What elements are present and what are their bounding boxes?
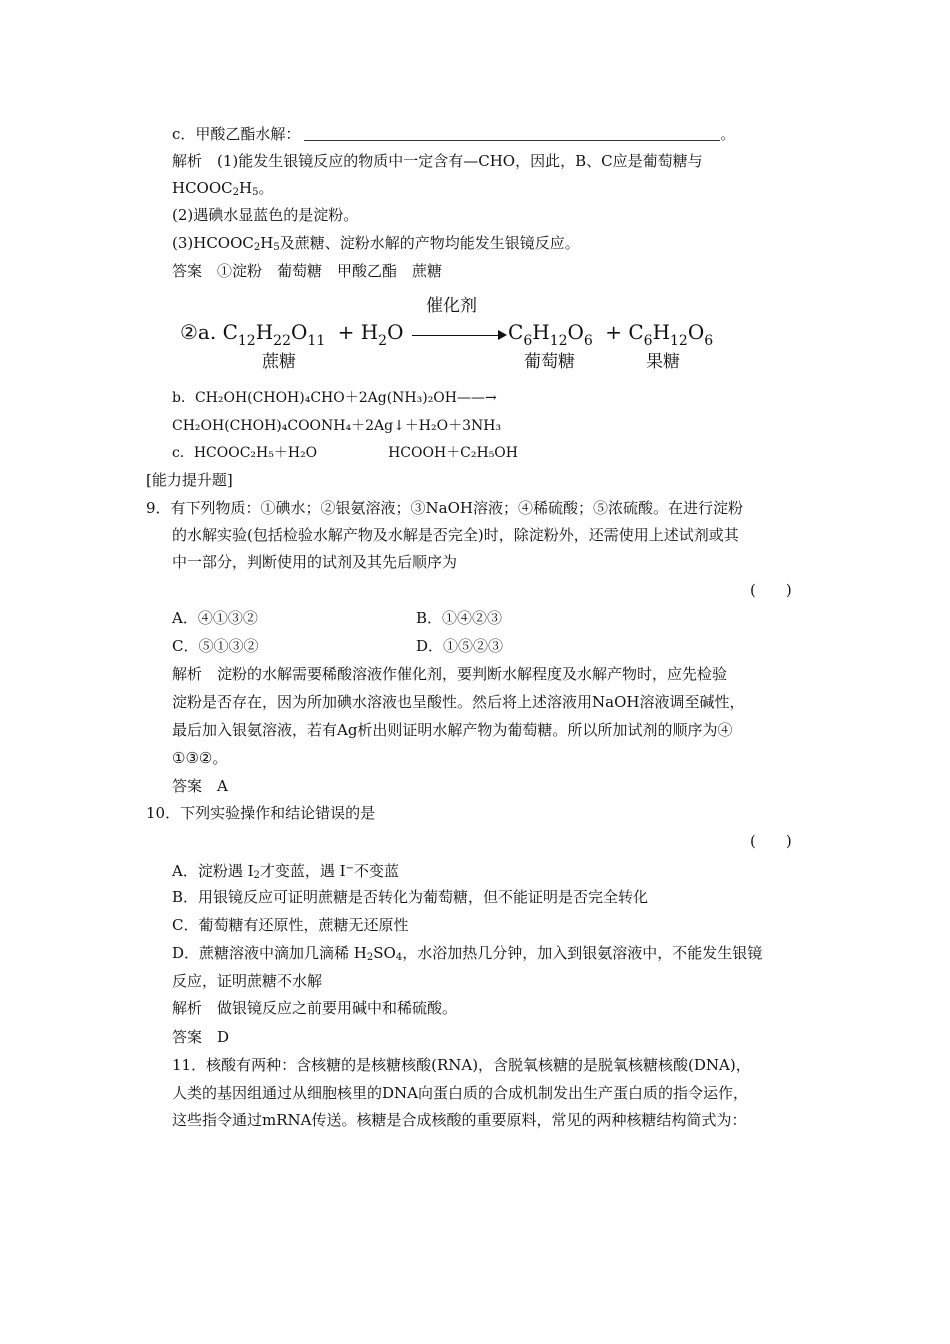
q10-option-c: C．葡萄糖有还原性，蔗糖无还原性 xyxy=(172,916,409,934)
reaction-c-line xyxy=(172,443,518,463)
q9-stem-line-3: 中一部分，判断使用的试剂及其先后顺序为 xyxy=(172,553,458,571)
label-glucose: 葡萄糖 xyxy=(524,352,575,372)
q9-answer: 答案 A xyxy=(172,777,228,795)
q8-answer: 答案 ①淀粉 葡萄糖 甲酸乙酯 蔗糖 xyxy=(172,262,443,280)
equation-right: $C_6H_{12}O_6 + C_6H_{12}O_6$ xyxy=(508,320,714,349)
answer-blank xyxy=(304,126,720,141)
sucrose-hydrolysis-equation xyxy=(172,296,732,380)
q9-stem-line-2: 的水解实验(包括检验水解产物及水解是否完全)时，除淀粉外，还需使用上述试剂或其 xyxy=(172,526,739,544)
q8-analysis-line-3: $(3)HCOOC_2H_5$及蔗糖、淀粉水解的产物均能发生银镜反应。 xyxy=(172,234,580,253)
q8-part-c-label: c．甲酸乙酯水解： xyxy=(172,125,301,143)
q9-option-b: B．①④②③ xyxy=(416,609,503,627)
q11-line-1: 11．核酸有两种：含核糖的是核糖核酸(RNA)，含脱氧核糖的是脱氧核糖核酸(DNA)， xyxy=(172,1056,751,1074)
reaction-c-right: HCOOH＋C₂H₅OH xyxy=(388,445,518,461)
q10-option-b: B．用银镜反应可证明蔗糖是否转化为葡萄糖，但不能证明是否完全转化 xyxy=(172,888,649,906)
reaction-arrowhead xyxy=(498,330,507,340)
section-title: [能力提升题] xyxy=(146,471,233,489)
q9-analysis-line-3: 最后加入银氨溶液，若有Ag析出则证明水解产物为葡萄糖。所以所加试剂的顺序为④ xyxy=(172,721,733,739)
q9-option-c: C．⑤①③② xyxy=(172,637,259,655)
q10-answer: 答案 D xyxy=(172,1028,230,1046)
q10-stem: 10．下列实验操作和结论错误的是 xyxy=(146,804,376,822)
q8-analysis-line-1: 解析 (1)能发生银镜反应的物质中一定含有—CHO，因此，B、C应是葡萄糖与 xyxy=(172,152,703,170)
catalyst-label: 催化剂 xyxy=(426,296,477,316)
q11-line-2: 人类的基因组通过从细胞核里的DNA向蛋白质的合成机制发出生产蛋白质的指令运作， xyxy=(172,1084,748,1102)
q8-part-c-line: c．甲酸乙酯水解： 。 xyxy=(172,125,736,143)
label-sucrose: 蔗糖 xyxy=(262,352,296,372)
q10-option-d-line-1: D．蔗糖溶液中滴加几滴稀 $H_2SO_4$，水浴加热几分钟，加入到银氨溶液中，不能发生银镜 xyxy=(172,944,763,963)
q9-analysis-line-2: 淀粉是否存在，因为所加碘水溶液也呈酸性。然后将上述溶液用NaOH溶液调至碱性， xyxy=(172,693,745,711)
q9-option-a: A．④①③② xyxy=(172,609,258,627)
equation-left: ②a. $C_{12}H_{22}O_{11} + H_2O$ xyxy=(180,320,404,349)
q9-analysis-line-4: ①③②。 xyxy=(172,749,228,767)
q9-option-d: D．①⑤②③ xyxy=(416,637,504,655)
q11-line-3: 这些指令通过mRNA传送。核糖是合成核酸的重要原料，常见的两种核糖结构简式为： xyxy=(172,1111,747,1129)
reaction-arrow xyxy=(412,335,500,336)
reaction-b-line-2: CH₂OH(CHOH)₄COONH₄＋2Ag↓＋H₂O＋3NH₃ xyxy=(172,418,502,434)
q8-analysis-line-2: (2)遇碘水显蓝色的是淀粉。 xyxy=(172,206,359,224)
reaction-c-left: c．HCOOC₂H₅＋H₂O xyxy=(172,445,318,461)
q10-analysis: 解析 做银镜反应之前要用碱中和稀硫酸。 xyxy=(172,999,458,1017)
q9-stem-line-1: 9．有下列物质：①碘水；②银氨溶液；③NaOH溶液；④稀硫酸；⑤浓硫酸。在进行淀粉 xyxy=(146,499,743,517)
q10-option-d-line-2: 反应，证明蔗糖不水解 xyxy=(172,972,323,990)
label-fructose: 果糖 xyxy=(646,352,680,372)
q9-answer-paren: ( ) xyxy=(750,581,792,599)
q10-option-a: A．淀粉遇 $I_2$才变蓝，遇 I−不变蓝 xyxy=(172,862,400,881)
reaction-b-line-1: b．CH₂OH(CHOH)₄CHO＋2Ag(NH₃)₂OH——→ xyxy=(172,390,497,406)
q10-answer-paren: ( ) xyxy=(750,832,792,850)
q8-analysis-line-1b: $HCOOC_2H_5$。 xyxy=(172,179,274,198)
q9-analysis-line-1: 解析 淀粉的水解需要稀酸溶液作催化剂，要判断水解程度及水解产物时，应先检验 xyxy=(172,665,728,683)
